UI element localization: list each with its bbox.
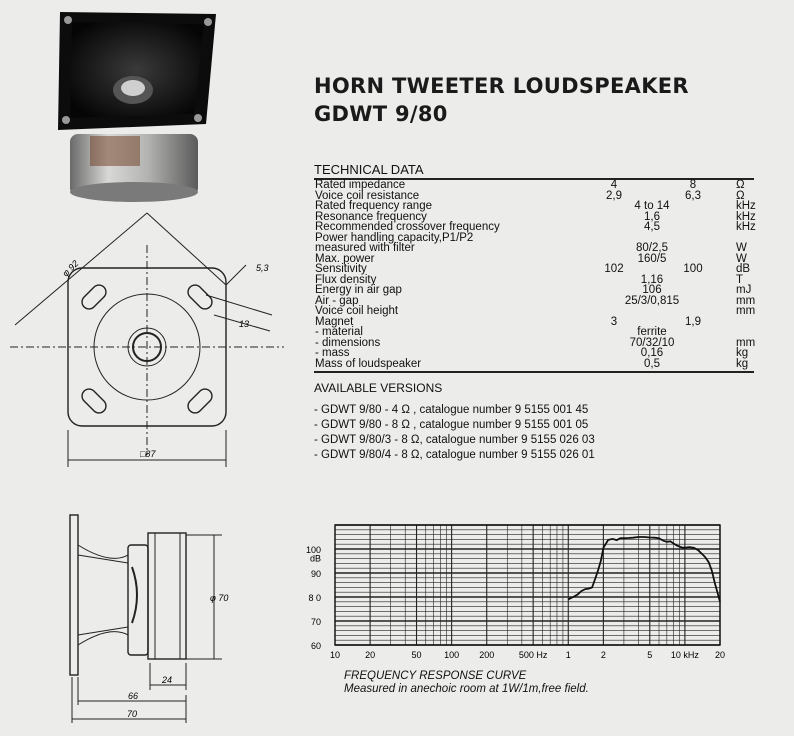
side-view-drawing [0, 505, 240, 733]
x-tick-label: 200 [479, 650, 495, 660]
version-item: - GDWT 9/80 - 4 Ω , catalogue number 9 5155 001 45 [314, 404, 589, 416]
x-tick-label: 10 kHz [670, 650, 699, 660]
frequency-response-chart [296, 515, 736, 665]
tech-label: - dimensions [315, 336, 381, 349]
tech-label: Max. power [315, 252, 375, 265]
tech-unit: mm [736, 305, 756, 317]
tech-value: 4,5 [644, 221, 660, 233]
tech-unit: mJ [736, 284, 752, 296]
tech-label: Voice coil height [315, 305, 399, 317]
tech-value: 160/5 [637, 252, 667, 265]
tech-value: ferrite [637, 326, 667, 338]
dim-70-label: 70 [127, 709, 138, 719]
tech-unit: kg [736, 347, 749, 359]
technical-data-bottom-rule [314, 371, 754, 373]
tech-unit: kHz [736, 210, 756, 223]
y-tick-label: 70 [310, 617, 321, 627]
tech-label: Mass of loudspeaker [315, 357, 422, 370]
tech-row [315, 359, 755, 370]
x-tick-label: 50 [411, 650, 422, 660]
tech-value: 0,5 [644, 357, 660, 370]
tech-value: 2,9 [606, 189, 622, 202]
tech-unit: kg [736, 357, 749, 370]
product-title-line1: HORN TWEETER LOUDSPEAKER [314, 74, 689, 98]
tech-value: 6,3 [685, 189, 701, 202]
dim-hole-label: 5,3 [256, 263, 269, 273]
tech-label: - material [315, 326, 363, 338]
available-versions-heading: AVAILABLE VERSIONS [314, 381, 443, 395]
tech-value: 4 [610, 179, 618, 191]
y-tick-label: 8 0 [308, 593, 321, 603]
tech-value: 100 [683, 263, 703, 275]
tech-unit: kHz [736, 200, 756, 212]
dim-square-label: □87 [140, 449, 156, 459]
tech-value: 80/2,5 [636, 242, 668, 254]
tech-row [315, 264, 755, 275]
tech-value: 1,16 [640, 273, 664, 286]
y-tick-label: 90 [310, 569, 321, 579]
tech-label: Energy in air gap [315, 284, 402, 296]
tech-value: 0,16 [640, 347, 664, 359]
tech-row [315, 317, 755, 328]
tech-label: Recommended crossover frequency [315, 221, 500, 233]
tech-value: 8 [689, 179, 697, 191]
x-tick-label: 5 [647, 650, 653, 660]
y-axis-label: dB [309, 553, 321, 564]
dim-offset-label: 13 [239, 319, 250, 329]
tech-unit: Ω [736, 189, 745, 202]
version-item: - GDWT 9/80/4 - 8 Ω, catalogue number 9 5155 026 01 [314, 449, 595, 461]
y-tick-label: 100 [305, 545, 321, 555]
tech-unit: kHz [736, 221, 756, 233]
tech-value: 1,9 [685, 315, 701, 328]
tech-label: Resonance frequency [315, 210, 427, 223]
tech-unit: dB [736, 263, 751, 275]
x-tick-label: 500 Hz [518, 650, 548, 660]
tech-label: measured with filter [315, 242, 415, 254]
plot-frame [335, 525, 720, 645]
tech-value: 102 [604, 263, 624, 275]
y-tick-label: 60 [310, 641, 321, 651]
tech-unit: mm [736, 294, 756, 307]
tech-value: 25/3/0,815 [624, 294, 680, 307]
tech-unit: W [736, 242, 747, 254]
x-tick-label: 2 [600, 650, 606, 660]
tech-label: Magnet [315, 315, 354, 328]
tech-unit: mm [736, 336, 756, 349]
tech-value: 1,6 [644, 210, 660, 223]
x-tick-label: 1 [565, 650, 571, 660]
tech-label: Flux density [315, 273, 377, 286]
curve-caption-title: FREQUENCY RESPONSE CURVE [344, 670, 527, 682]
dim-66-label: 66 [128, 691, 139, 701]
tech-unit: T [736, 273, 744, 286]
tech-value: 3 [610, 315, 618, 328]
tech-value: 106 [642, 284, 662, 296]
tech-row [315, 285, 755, 296]
curve-caption-subtitle: Measured in anechoic room at 1W/1m,free field. [344, 683, 589, 695]
technical-data-heading: TECHNICAL DATA [314, 162, 424, 177]
x-tick-label: 20 [714, 650, 726, 660]
version-item: - GDWT 9/80 - 8 Ω , catalogue number 9 5155 001 05 [314, 419, 589, 431]
tech-label: Power handling capacity,P1/P2 [315, 231, 474, 244]
tech-value: 4 to 14 [634, 200, 670, 212]
front-view-drawing [0, 205, 290, 473]
tech-unit: W [736, 252, 747, 265]
tech-row [315, 243, 755, 254]
tech-label: Sensitivity [315, 263, 367, 275]
tech-label: Rated frequency range [315, 200, 432, 212]
version-item: - GDWT 9/80/3 - 8 Ω, catalogue number 9 5155 026 03 [314, 434, 595, 446]
tech-row [315, 338, 755, 349]
x-tick-label: 20 [365, 650, 376, 660]
x-tick-label: 10 [329, 650, 341, 660]
tech-label: Voice coil resistance [315, 189, 420, 202]
dim-diameter-label: φ 92 [60, 258, 81, 279]
dim-24-label: 24 [162, 675, 173, 685]
speaker-photo [38, 6, 220, 206]
tech-unit: Ω [736, 179, 745, 191]
tech-label: - mass [315, 347, 350, 359]
product-title-line2: GDWT 9/80 [314, 102, 448, 126]
tech-row [315, 327, 755, 338]
dim-phi70-label: φ 70 [210, 593, 229, 603]
tech-label: Air - gap [315, 294, 359, 307]
tech-value: 70/32/10 [629, 336, 675, 349]
x-tick-label: 100 [444, 650, 460, 660]
tech-label: Rated impedance [315, 179, 406, 191]
